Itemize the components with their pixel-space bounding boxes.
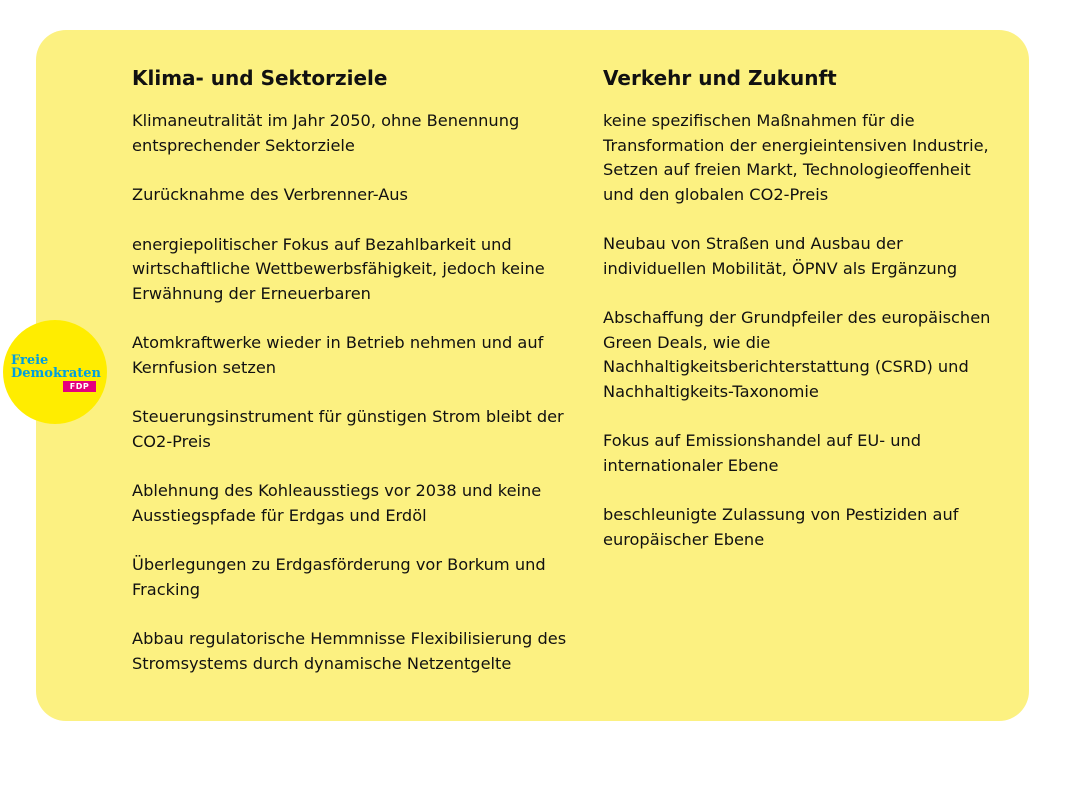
fdp-logo bbox=[3, 320, 107, 424]
left-item-energy-focus: energiepolitischer Fokus auf Bezahlbarkeit und wirtschaftliche Wettbewerbsfähigkeit, jedoch keine Erwähnung der Erneuerbaren bbox=[132, 234, 545, 303]
right-item-pesticides: beschleunigte Zulassung von Pestiziden auf europäischer Ebene bbox=[603, 505, 959, 549]
left-item-combustion-ban: Zurücknahme des Verbrenner-Aus bbox=[132, 185, 408, 204]
left-column-title: Klima- und Sektorziele bbox=[132, 66, 388, 90]
right-column bbox=[603, 64, 1003, 577]
right-item-emissions-trading: Fokus auf Emissionshandel auf EU- und internationaler Ebene bbox=[603, 431, 922, 475]
left-item-gas-extraction: Überlegungen zu Erdgasförderung vor Borkum und Fracking bbox=[132, 555, 546, 599]
right-item-industry: keine spezifischen Maßnahmen für die Transformation der energieintensiven Industrie, Setzen auf freien Markt, Technologieoffenheit und den globalen CO2-Preis bbox=[603, 111, 989, 204]
left-item-flexibility: Abbau regulatorische Hemmnisse Flexibilisierung des Stromsystems durch dynamische Netzentgelte bbox=[132, 629, 567, 673]
logo-text-demokraten: Demokraten bbox=[11, 366, 101, 381]
right-column-title: Verkehr und Zukunft bbox=[603, 66, 837, 90]
content-card bbox=[36, 30, 1029, 721]
left-item-co2-price: Steuerungsinstrument für günstigen Strom bleibt der CO2-Preis bbox=[132, 407, 564, 451]
left-item-nuclear: Atomkraftwerke wieder in Betrieb nehmen und auf Kernfusion setzen bbox=[132, 333, 544, 377]
right-item-green-deal: Abschaffung der Grundpfeiler des europäischen Green Deals, wie die Nachhaltigkeitsberichterstattung (CSRD) und Nachhaltigkeits-Taxonomie bbox=[603, 308, 991, 401]
logo-fdp-badge: FDP bbox=[63, 381, 96, 392]
left-item-coal-exit: Ablehnung des Kohleausstiegs vor 2038 und keine Ausstiegspfade für Erdgas und Erdöl bbox=[132, 481, 542, 525]
left-column bbox=[132, 64, 584, 701]
logo-text-freie: Freie bbox=[11, 353, 49, 368]
left-item-climate-neutrality: Klimaneutralität im Jahr 2050, ohne Benennung entsprechender Sektorziele bbox=[132, 111, 520, 155]
right-item-roads: Neubau von Straßen und Ausbau der individuellen Mobilität, ÖPNV als Ergänzung bbox=[603, 234, 958, 278]
